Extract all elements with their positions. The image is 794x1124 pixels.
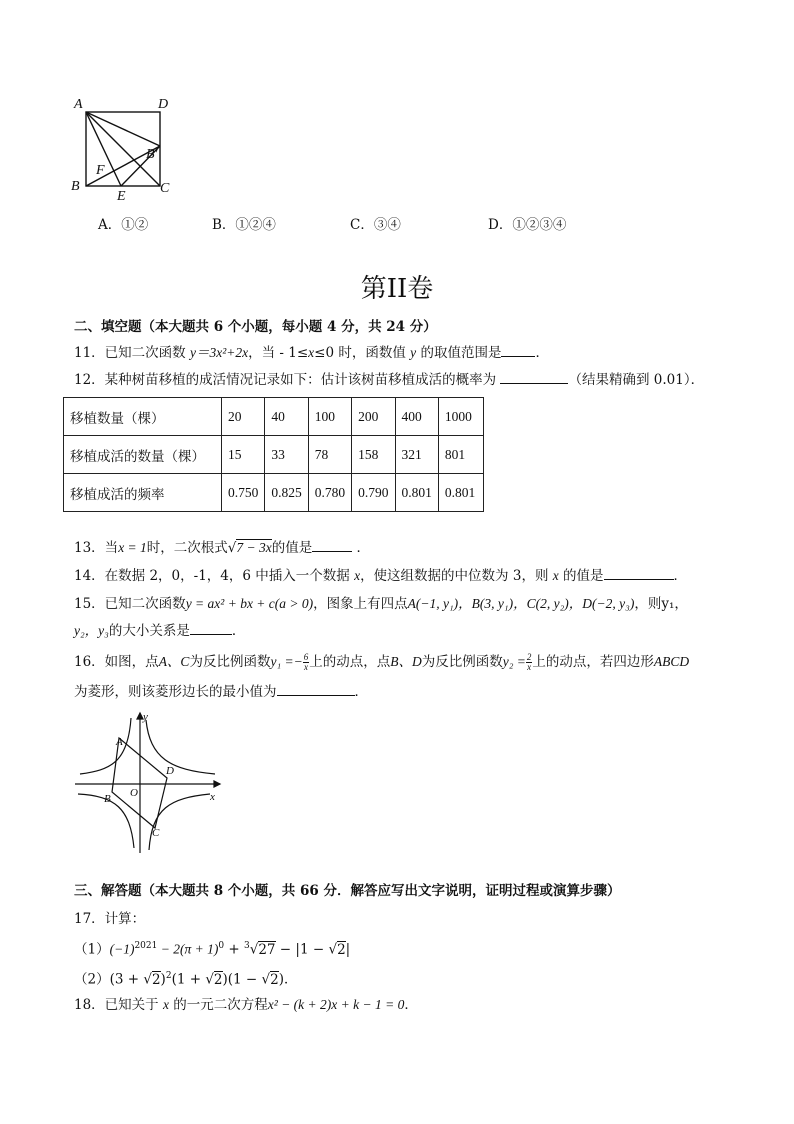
section3-heading: 三、解答题（本大题共 8 个小题，共 66 分．解答应写出文字说明，证明过程或演算步骤） <box>74 883 621 899</box>
question-11: 11．已知二次函数 y＝3x²+2x，当 - 1≤x≤0 时，函数值 y 的取值范围是 ． <box>74 345 549 361</box>
square-figure <box>66 92 186 204</box>
curve-y1-left <box>80 718 131 774</box>
table-cell: 400 <box>395 398 438 436</box>
table-cell: 20 <box>222 398 265 436</box>
question-15-line2: y₂，y₃的大小关系是 ． <box>74 623 246 639</box>
label-y: y <box>143 711 148 723</box>
table-cell: 33 <box>265 436 308 474</box>
label-a: A <box>74 97 83 112</box>
table-row <box>64 398 484 436</box>
label-x: x <box>210 791 215 803</box>
transplant-table <box>63 397 484 512</box>
question-17-part2: $(2)(3 + √2)^2(1 + √2)(1 - √2)$． <box>74 971 298 988</box>
question-15-line1: 15．已知二次函数y = ax² + bx + c(a > 0)，图象上有四点A(−1, y₁)，B(3, y₁)，C(2, y₂)，D(−2, y₃)，则y₁， <box>74 596 688 612</box>
section-title: 第II卷 <box>360 274 434 304</box>
question-12: 12．某种树苗移植的成活情况记录如下：估计该树苗移植成活的概率为 （结果精确到 0.01）． <box>74 372 705 388</box>
table-row <box>64 474 484 512</box>
table-cell: 801 <box>438 436 483 474</box>
label-f: F <box>96 163 105 178</box>
curve-y2-right <box>146 720 215 774</box>
choice-d: D．①②③④ <box>488 217 567 233</box>
table-cell: 0.801 <box>395 474 438 512</box>
label-e: E <box>117 189 126 204</box>
label-o: O <box>130 787 138 799</box>
table-cell: 321 <box>395 436 438 474</box>
label-c: C <box>152 827 160 839</box>
choice-b: B．①②④ <box>212 217 276 233</box>
hyperbola-figure <box>70 708 230 858</box>
question-16-line1: 16．如图，点A、C为反比例函数y₁ =− $\frac{6}{x}$ 上的动点，点B、D为反比例函数y₂ = $\frac{2}{x}$ 上的动点，若四边形ABCD <box>74 652 690 672</box>
question-17: 17．计算： <box>74 911 146 927</box>
label-c: C <box>160 181 170 196</box>
table-cell: 100 <box>308 398 351 436</box>
label-b: B <box>71 179 80 194</box>
choice-c: C．③④ <box>350 217 401 233</box>
question-13: 13．当x = 1时，二次根式√7 − 3x的值是 ． <box>74 540 371 556</box>
question-18: 18．已知关于 x 的一元二次方程x² − (k + 2)x + k − 1 = 0． <box>74 997 418 1013</box>
table-cell: 40 <box>265 398 308 436</box>
table-cell: 15 <box>222 436 265 474</box>
x-axis-arrow <box>214 781 220 787</box>
table-cell: 0.750 <box>222 474 265 512</box>
curve-y1-right <box>149 794 210 850</box>
table-cell: 158 <box>352 436 395 474</box>
table-cell: 移植成活的数量（棵） <box>64 436 222 474</box>
choice-a: A．①② <box>98 217 149 233</box>
label-b: B <box>104 793 111 805</box>
question-14: 14．在数据 2，0，-1，4，6 中插入一个数据 x，使这组数据的中位数为 3，则 x 的值是 ． <box>74 568 688 584</box>
label-b-prime: B′ <box>146 147 158 162</box>
table-cell: 0.780 <box>308 474 351 512</box>
table-cell: 移植成活的频率 <box>64 474 222 512</box>
label-d: D <box>158 97 169 112</box>
label-a: A <box>116 736 123 748</box>
section2-heading: 二、填空题（本大题共 6 个小题，每小题 4 分，共 24 分） <box>74 319 437 335</box>
fold-ab-prime <box>86 112 160 146</box>
table-cell: 200 <box>352 398 395 436</box>
table-row <box>64 436 484 474</box>
table-cell: 0.801 <box>438 474 483 512</box>
table-cell: 78 <box>308 436 351 474</box>
table-cell: 0.790 <box>352 474 395 512</box>
table-cell: 移植数量（棵） <box>64 398 222 436</box>
question-17-part1: $(1)(-1)^{2021} - 2(\pi + 1)^0 + ^3√27 - |1 - √2|$ <box>74 941 351 958</box>
table-cell: 1000 <box>438 398 483 436</box>
table-cell: 0.825 <box>265 474 308 512</box>
label-d: D <box>166 765 174 777</box>
question-16-line2: 为菱形，则该菱形边长的最小值为 ． <box>74 684 368 700</box>
